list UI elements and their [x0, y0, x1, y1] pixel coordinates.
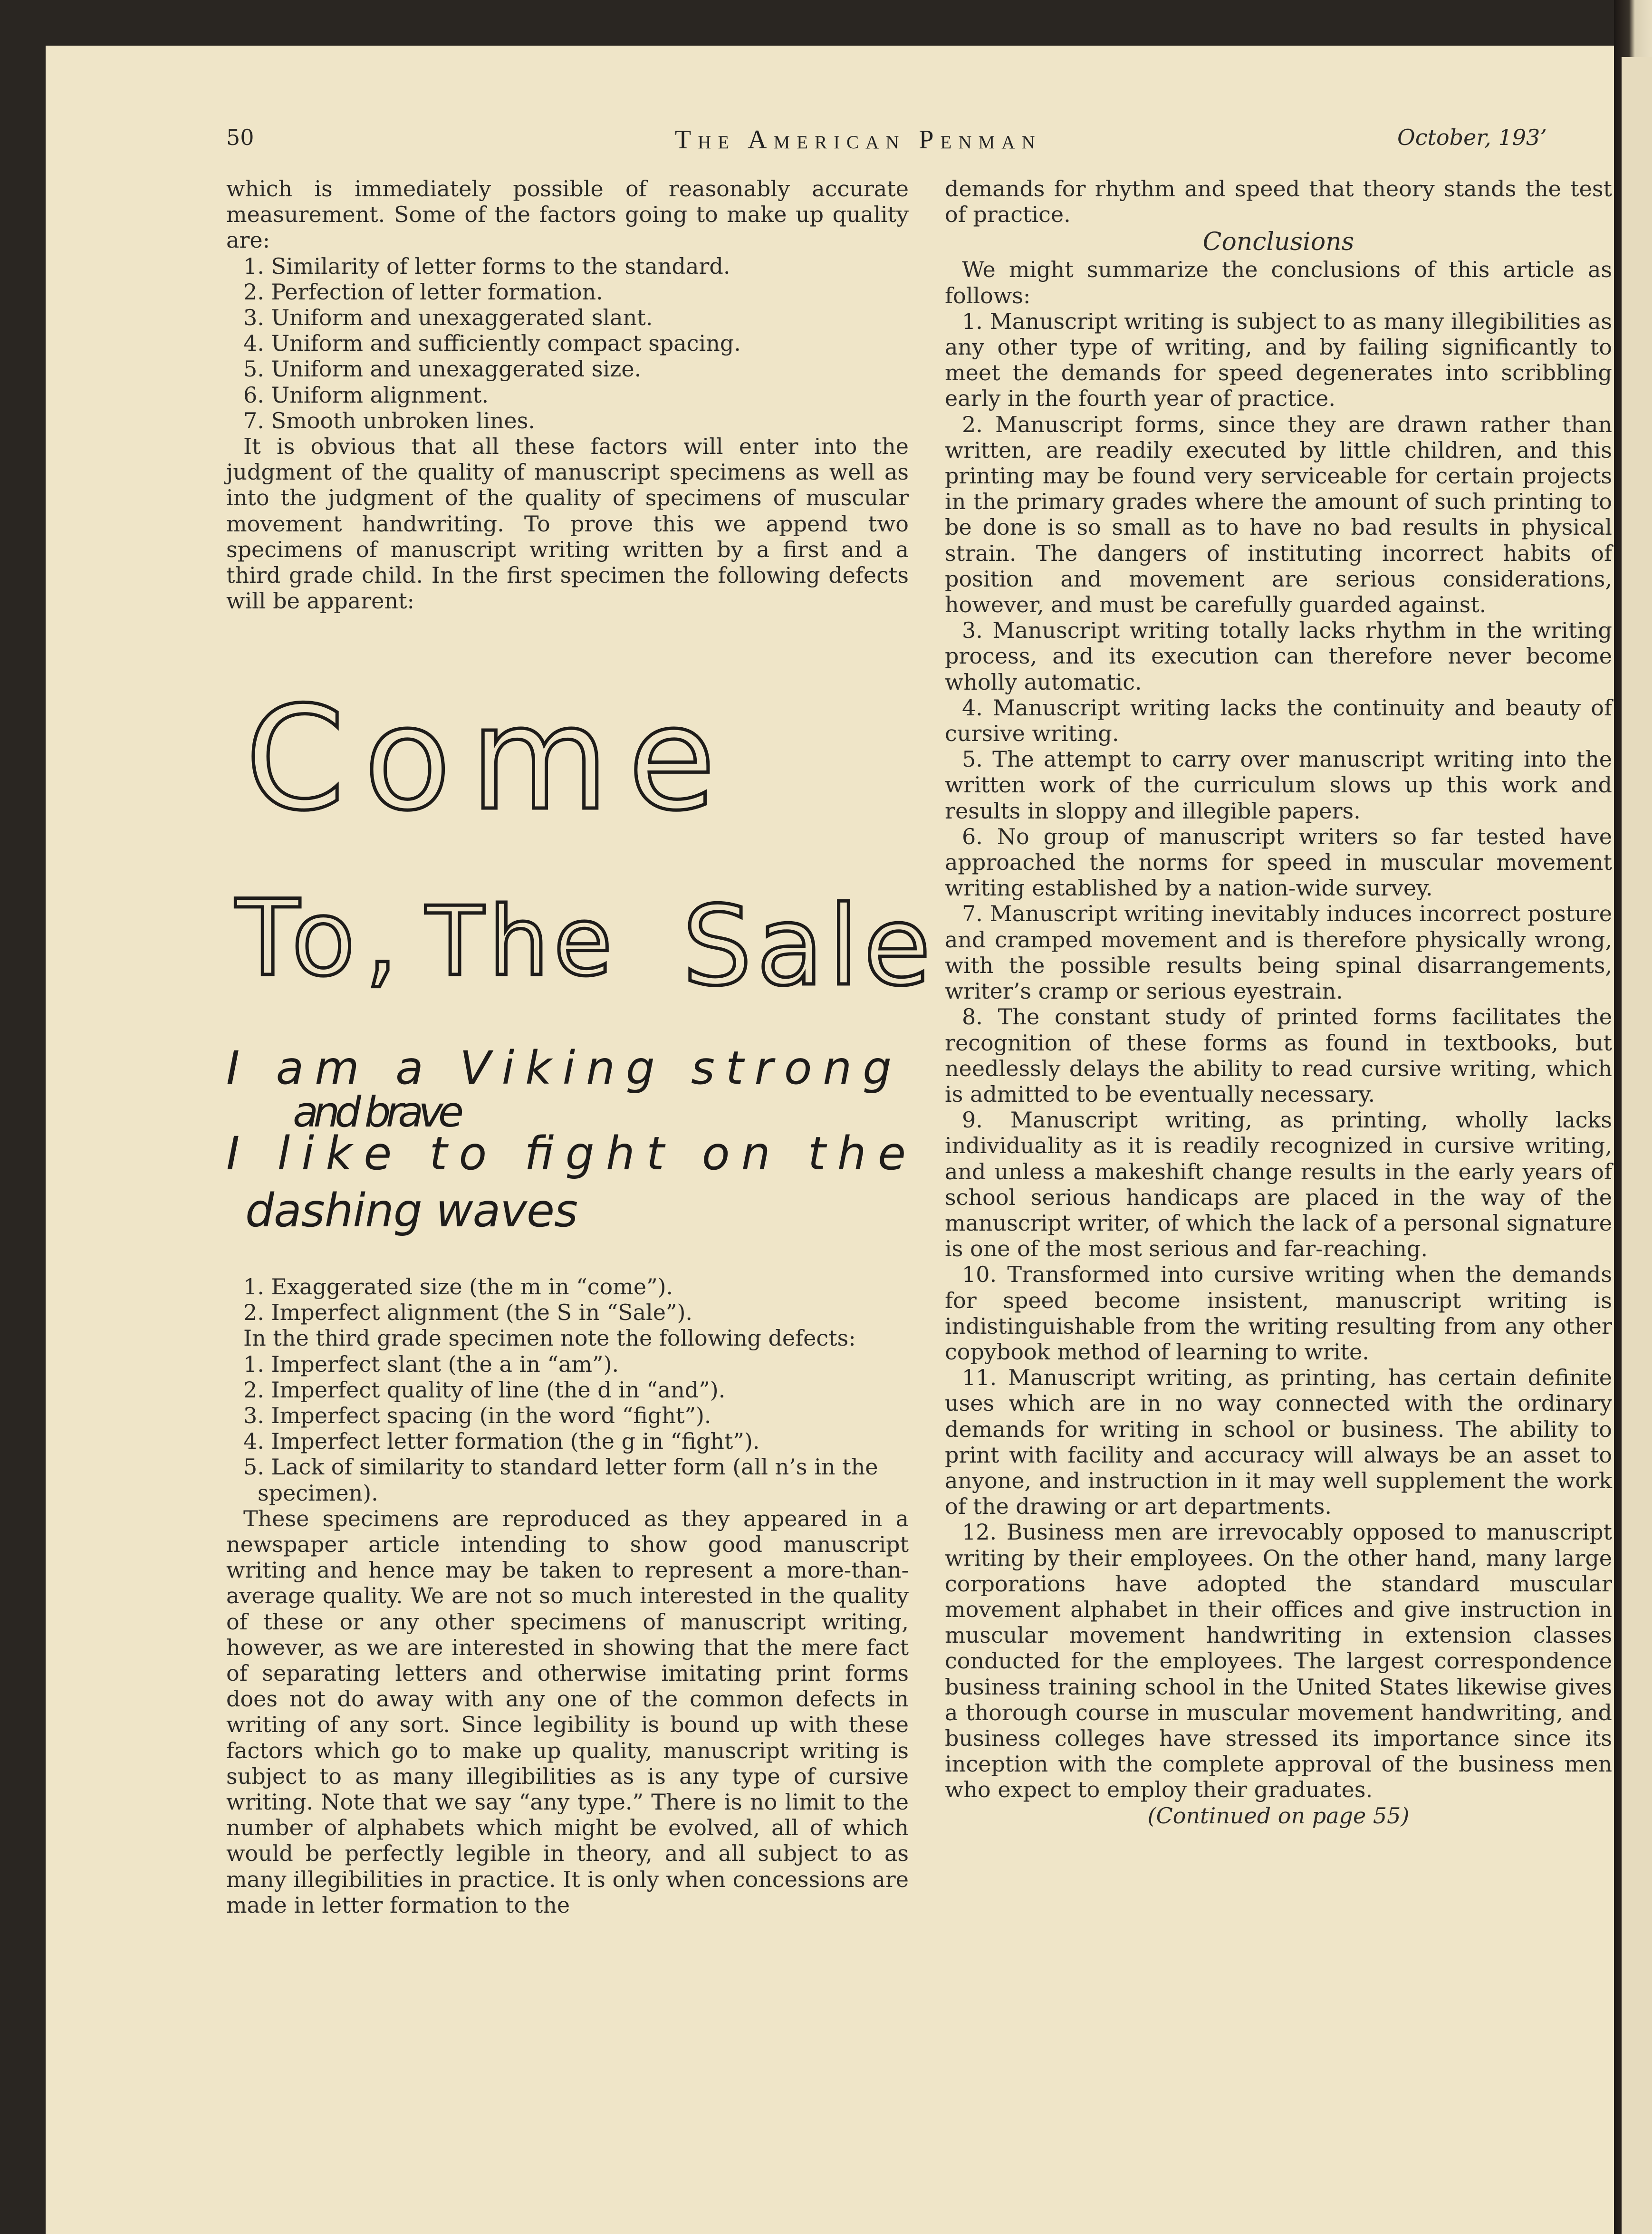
specimen2-line4: dashing waves — [245, 1184, 578, 1237]
defect-item: 2. Imperfect alignment (the S in “Sale”). — [243, 1300, 693, 1326]
defect-item: 1. Imperfect slant (the a in “am”). — [243, 1351, 619, 1377]
specimen2-line3: I like to fight on the — [226, 1127, 906, 1180]
specimen2-line2: and brave — [293, 1088, 464, 1136]
conclusion-item: 5. The attempt to carry over manuscript writing into the written work of the curriculum slows up this work and results in sloppy and illegible papers. — [945, 746, 1612, 824]
running-header — [0, 125, 1652, 163]
next-page-edge — [1622, 57, 1652, 2234]
conclusion-item: 8. The constant study of printed forms facilitates the recognition of these forms as found in textbooks, but needlessly delays the ability to read cursive writing, which is admitted to be eventually necessary. — [945, 1004, 1612, 1107]
intro-paragraph: which is immediately possible of reasonably accurate measurement. Some of the factors going to make up quality are: — [226, 176, 909, 253]
factor-item: 1. Similarity of letter forms to the standard. — [243, 253, 730, 279]
specimen1-word-the: The — [426, 886, 617, 997]
specimen2-line1: I am a Viking strong — [226, 1041, 892, 1095]
conclusion-item: 3. Manuscript writing totally lacks rhythm in the writing process, and its execution can therefore never become wholly automatic. — [945, 617, 1612, 695]
factor-item: 4. Uniform and sufficiently compact spacing. — [243, 330, 741, 356]
page-number: 50 — [226, 125, 254, 150]
defect-item: 1. Exaggerated size (the m in “come”). — [243, 1274, 673, 1300]
defect-item: 5. Lack of similarity to standard letter form (all n’s in the specimen). — [243, 1454, 878, 1506]
section-heading: Conclusions — [1202, 228, 1354, 257]
body-paragraph: demands for rhythm and speed that theory stands the test of practice. — [945, 176, 1612, 228]
first-grade-specimen — [235, 676, 935, 1010]
specimen1-word-come: Come — [245, 676, 735, 842]
factor-item: 5. Uniform and unexaggerated size. — [243, 356, 642, 382]
defect-item: 4. Imperfect letter formation (the g in “fight”). — [243, 1428, 760, 1454]
issue-date: October, 193’ — [1397, 125, 1547, 150]
specimen-figure — [226, 642, 936, 1260]
conclusion-item: 11. Manuscript writing, as printing, has certain definite uses which are in no way connected with the ordinary demands for writing in school or business. The ability to print with facility and accuracy will always be an asset to anyone, and instruction in it may well supplement the work of the drawing or art departments. — [945, 1365, 1612, 1520]
conclusion-item: 12. Business men are irrevocably opposed to manuscript writing by their employees. On the other hand, many large corporations have adopted the standard muscular movement alphabet in their offices and give instruction in muscular movement handwriting in extension classes conducted for the employees. The largest correspondence business training school in the United States likewise gives a thorough course in muscular movement handwriting, and business colleges have stressed its importance since its inception with the complete approval of the business men who expect to employ their graduates. — [945, 1519, 1612, 1803]
journal-title: The American Penman — [675, 125, 1042, 154]
body-paragraph: We might summarize the conclusions of this article as follows: — [945, 257, 1612, 308]
factor-item: 7. Smooth unbroken lines. — [243, 407, 535, 433]
factor-item: 2. Perfection of letter formation. — [243, 279, 603, 305]
right-column — [945, 176, 1612, 1829]
left-column — [226, 176, 909, 614]
conclusion-item: 10. Transformed into cursive writing when the demands for speed become insistent, manuscript writing is indistinguishable from the writing resulting from any other copybook method of learning to write. — [945, 1261, 1612, 1365]
conclusion-item: 9. Manuscript writing, as printing, wholly lacks individuality as it is readily recognized in cursive writing, and unless a makeshift change results in the early years of school serious handicaps are placed in the way of the manuscript writer, of which the lack of a personal signature is one of the most serious and far-reaching. — [945, 1107, 1612, 1262]
conclusion-item: 2. Manuscript forms, since they are drawn rather than written, are readily executed by little children, and this printing may be found very serviceable for certain projects in the primary grades where the amount of such printing to be done is so small as to have no bad results in physical strain. The dangers of instituting incorrect habits of position and movement are serious considerations, however, and must be carefully guarded against. — [945, 411, 1612, 618]
continued-note: (Continued on page 55) — [1147, 1802, 1410, 1829]
handwriting-specimens — [226, 642, 936, 1260]
body-paragraph: It is obvious that all these factors will enter into the judgment of the quality of manuscript specimens as well as into the judgment of the quality of specimens of muscular movement handwriting. To prove this we append two specimens of manuscript writing written by a first and a third grade child. In the first specimen the following defects will be apparent: — [226, 433, 909, 614]
left-column-lower — [226, 1274, 909, 1918]
body-paragraph: In the third grade specimen note the following defects: — [243, 1325, 856, 1351]
body-paragraph: These specimens are reproduced as they appeared in a newspaper article intending to show good manuscript writing and hence may be taken to represent a more-than-average quality. We are not so much interested in the quality of these or any other specimens of manuscript writing, however, as we are interested in showing that the mere fact of separating letters and otherwise imitating print forms does not do away with any one of the common defects in writing of any sort. Since legibility is bound up with these factors which go to make up quality, manuscript writing is subject to as many illegibilities as is any type of cursive writing. Note that we say “any type.” There is no limit to the number of alphabets which might be evolved, all of which would be perfectly legible in theory, and all subject to as many illegibilities in practice. It is only when concessions are made in letter formation to the — [226, 1505, 909, 1918]
defect-item: 3. Imperfect spacing (in the word “fight”). — [243, 1403, 711, 1429]
factor-item: 3. Uniform and unexaggerated slant. — [243, 305, 653, 331]
conclusion-item: 6. No group of manuscript writers so far tested have approached the norms for speed in muscular movement writing established by a nation-wide survey. — [945, 823, 1612, 901]
factor-item: 6. Uniform alignment. — [243, 382, 489, 408]
conclusion-item: 7. Manuscript writing inevitably induces incorrect posture and cramped movement and is therefore physically wrong, with the possible results being spinal disarrangements, writer’s cramp or serious eyestrain. — [945, 901, 1612, 1004]
specimen1-word-to: To, — [236, 877, 408, 999]
defect-item: 2. Imperfect quality of line (the d in “and”). — [243, 1377, 726, 1403]
conclusion-item: 1. Manuscript writing is subject to as many illegibilities as any other type of writing, and by failing significantly to meet the demands for speed degenerates into scribbling early in the fourth year of practice. — [945, 308, 1612, 412]
specimen1-word-sale: Sale — [682, 883, 936, 1010]
third-grade-specimen — [226, 1041, 906, 1237]
conclusion-item: 4. Manuscript writing lacks the continuity and beauty of cursive writing. — [945, 694, 1612, 747]
